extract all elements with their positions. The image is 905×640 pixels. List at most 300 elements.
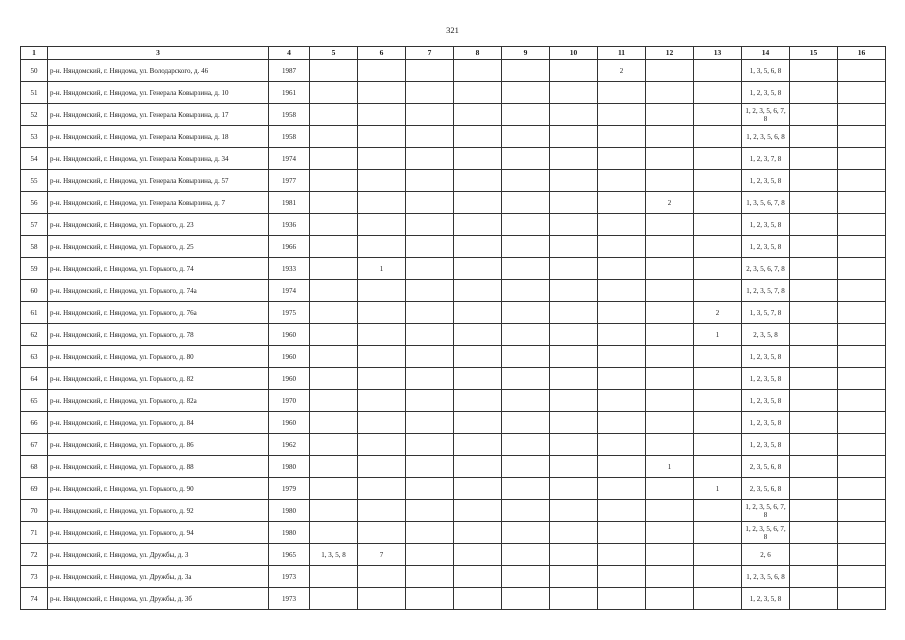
col-12-cell (646, 170, 694, 192)
col-7-cell (406, 434, 454, 456)
col-15-cell (790, 192, 838, 214)
col-13-cell (694, 588, 742, 610)
col-6-cell (358, 456, 406, 478)
table-body (21, 60, 886, 610)
col-14-cell: 1, 2, 3, 5, 8 (742, 236, 790, 258)
col-16-cell (838, 390, 886, 412)
table-row (21, 588, 886, 610)
col-7-cell (406, 346, 454, 368)
col-8-cell (454, 192, 502, 214)
col-11-cell (598, 126, 646, 148)
col-16-cell (838, 456, 886, 478)
table-row (21, 258, 886, 280)
col-16-cell (838, 522, 886, 544)
col-13-cell (694, 500, 742, 522)
col-12-cell (646, 302, 694, 324)
col-15-cell (790, 456, 838, 478)
col-6-cell (358, 478, 406, 500)
col-15-cell (790, 412, 838, 434)
table-row (21, 500, 886, 522)
col-11-cell (598, 544, 646, 566)
col-6-cell (358, 236, 406, 258)
row-number-cell: 53 (21, 126, 48, 148)
col-13-cell (694, 412, 742, 434)
col-6-cell (358, 302, 406, 324)
col-14-cell: 2, 3, 5, 6, 8 (742, 456, 790, 478)
year-cell: 1960 (269, 412, 310, 434)
year-cell: 1962 (269, 434, 310, 456)
col-12-cell: 1 (646, 456, 694, 478)
col-16-cell (838, 82, 886, 104)
row-number-cell: 55 (21, 170, 48, 192)
col-9-cell (502, 82, 550, 104)
col-6-cell (358, 280, 406, 302)
row-number-cell: 70 (21, 500, 48, 522)
address-cell: р-н. Няндомский, г. Няндома, ул. Дружбы, д. 3б (48, 588, 269, 610)
col-7-cell (406, 456, 454, 478)
year-cell: 1958 (269, 126, 310, 148)
col-8-cell (454, 588, 502, 610)
col-15-cell (790, 170, 838, 192)
column-header: 5 (310, 47, 358, 60)
col-13-cell (694, 192, 742, 214)
col-16-cell (838, 280, 886, 302)
col-14-cell: 1, 3, 5, 6, 8 (742, 60, 790, 82)
col-16-cell (838, 126, 886, 148)
address-cell: р-н. Няндомский, г. Няндома, ул. Горького, д. 84 (48, 412, 269, 434)
col-11-cell (598, 588, 646, 610)
col-12-cell (646, 82, 694, 104)
col-7-cell (406, 500, 454, 522)
address-cell: р-н. Няндомский, г. Няндома, ул. Горького, д. 23 (48, 214, 269, 236)
col-11-cell (598, 192, 646, 214)
col-14-cell: 1, 2, 3, 5, 6, 7, 8 (742, 500, 790, 522)
col-7-cell (406, 390, 454, 412)
col-15-cell (790, 500, 838, 522)
col-11-cell (598, 368, 646, 390)
col-11-cell (598, 390, 646, 412)
address-cell: р-н. Няндомский, г. Няндома, ул. Генерала Ковырзина, д. 57 (48, 170, 269, 192)
col-12-cell (646, 566, 694, 588)
address-cell: р-н. Няндомский, г. Няндома, ул. Володарского, д. 46 (48, 60, 269, 82)
col-13-cell (694, 368, 742, 390)
col-16-cell (838, 302, 886, 324)
col-10-cell (550, 478, 598, 500)
col-11-cell (598, 324, 646, 346)
row-number-cell: 61 (21, 302, 48, 324)
table-row (21, 214, 886, 236)
col-6-cell (358, 170, 406, 192)
col-12-cell (646, 236, 694, 258)
address-cell: р-н. Няндомский, г. Няндома, ул. Горького, д. 76а (48, 302, 269, 324)
col-14-cell: 1, 2, 3, 5, 8 (742, 170, 790, 192)
address-cell: р-н. Няндомский, г. Няндома, ул. Горького, д. 94 (48, 522, 269, 544)
col-12-cell (646, 544, 694, 566)
col-11-cell (598, 434, 646, 456)
col-5-cell (310, 324, 358, 346)
col-6-cell (358, 148, 406, 170)
col-6-cell (358, 82, 406, 104)
col-10-cell (550, 500, 598, 522)
col-16-cell (838, 434, 886, 456)
col-7-cell (406, 60, 454, 82)
col-7-cell (406, 566, 454, 588)
col-15-cell (790, 236, 838, 258)
col-10-cell (550, 346, 598, 368)
table-row (21, 280, 886, 302)
col-6-cell (358, 390, 406, 412)
col-9-cell (502, 302, 550, 324)
col-15-cell (790, 82, 838, 104)
col-5-cell (310, 522, 358, 544)
year-cell: 1960 (269, 368, 310, 390)
col-10-cell (550, 324, 598, 346)
col-9-cell (502, 478, 550, 500)
col-10-cell (550, 82, 598, 104)
row-number-cell: 51 (21, 82, 48, 104)
col-6-cell (358, 566, 406, 588)
year-cell: 1936 (269, 214, 310, 236)
col-15-cell (790, 214, 838, 236)
col-14-cell: 1, 2, 3, 5, 7, 8 (742, 280, 790, 302)
column-header: 10 (550, 47, 598, 60)
col-9-cell (502, 148, 550, 170)
table-row (21, 434, 886, 456)
col-9-cell (502, 346, 550, 368)
address-cell: р-н. Няндомский, г. Няндома, ул. Горького, д. 92 (48, 500, 269, 522)
col-9-cell (502, 170, 550, 192)
col-8-cell (454, 148, 502, 170)
col-8-cell (454, 126, 502, 148)
col-5-cell (310, 236, 358, 258)
col-11-cell (598, 104, 646, 126)
col-10-cell (550, 522, 598, 544)
col-12-cell (646, 126, 694, 148)
col-10-cell (550, 60, 598, 82)
address-cell: р-н. Няндомский, г. Няндома, ул. Горького, д. 82а (48, 390, 269, 412)
col-14-cell: 1, 2, 3, 5, 6, 8 (742, 566, 790, 588)
col-16-cell (838, 588, 886, 610)
year-cell: 1960 (269, 324, 310, 346)
col-6-cell (358, 500, 406, 522)
col-5-cell (310, 148, 358, 170)
table-row (21, 192, 886, 214)
row-number-cell: 57 (21, 214, 48, 236)
address-cell: р-н. Няндомский, г. Няндома, ул. Горького, д. 74 (48, 258, 269, 280)
year-cell: 1980 (269, 500, 310, 522)
col-9-cell (502, 280, 550, 302)
col-8-cell (454, 544, 502, 566)
col-14-cell: 1, 2, 3, 5, 8 (742, 390, 790, 412)
col-8-cell (454, 566, 502, 588)
col-8-cell (454, 324, 502, 346)
year-cell: 1966 (269, 236, 310, 258)
col-5-cell (310, 456, 358, 478)
address-cell: р-н. Няндомский, г. Няндома, ул. Горького, д. 80 (48, 346, 269, 368)
col-15-cell (790, 346, 838, 368)
column-header: 6 (358, 47, 406, 60)
table-row (21, 412, 886, 434)
col-5-cell (310, 368, 358, 390)
row-number-cell: 69 (21, 478, 48, 500)
column-header: 4 (269, 47, 310, 60)
col-13-cell (694, 236, 742, 258)
col-10-cell (550, 192, 598, 214)
col-10-cell (550, 456, 598, 478)
address-cell: р-н. Няндомский, г. Няндома, ул. Горького, д. 88 (48, 456, 269, 478)
col-8-cell (454, 368, 502, 390)
col-16-cell (838, 192, 886, 214)
col-5-cell (310, 214, 358, 236)
col-11-cell (598, 302, 646, 324)
row-number-cell: 54 (21, 148, 48, 170)
address-cell: р-н. Няндомский, г. Няндома, ул. Горького, д. 86 (48, 434, 269, 456)
col-9-cell (502, 214, 550, 236)
col-7-cell (406, 302, 454, 324)
col-6-cell (358, 104, 406, 126)
col-13-cell (694, 170, 742, 192)
row-number-cell: 63 (21, 346, 48, 368)
col-15-cell (790, 566, 838, 588)
col-6-cell: 1 (358, 258, 406, 280)
col-10-cell (550, 126, 598, 148)
col-14-cell: 1, 2, 3, 5, 6, 7, 8 (742, 522, 790, 544)
col-8-cell (454, 236, 502, 258)
year-cell: 1980 (269, 456, 310, 478)
column-header: 8 (454, 47, 502, 60)
col-11-cell (598, 236, 646, 258)
col-10-cell (550, 280, 598, 302)
col-10-cell (550, 302, 598, 324)
row-number-cell: 66 (21, 412, 48, 434)
col-5-cell (310, 390, 358, 412)
col-7-cell (406, 522, 454, 544)
col-13-cell (694, 60, 742, 82)
header-row (21, 47, 886, 60)
table-row (21, 522, 886, 544)
col-12-cell (646, 478, 694, 500)
col-5-cell (310, 192, 358, 214)
col-16-cell (838, 214, 886, 236)
col-8-cell (454, 456, 502, 478)
col-9-cell (502, 434, 550, 456)
column-header: 15 (790, 47, 838, 60)
col-13-cell (694, 522, 742, 544)
col-6-cell (358, 412, 406, 434)
col-9-cell (502, 500, 550, 522)
col-7-cell (406, 368, 454, 390)
col-6-cell (358, 60, 406, 82)
col-13-cell: 2 (694, 302, 742, 324)
col-16-cell (838, 346, 886, 368)
year-cell: 1981 (269, 192, 310, 214)
col-13-cell (694, 214, 742, 236)
column-header: 14 (742, 47, 790, 60)
col-14-cell: 1, 2, 3, 5, 8 (742, 368, 790, 390)
col-12-cell (646, 588, 694, 610)
col-8-cell (454, 214, 502, 236)
row-number-cell: 67 (21, 434, 48, 456)
col-10-cell (550, 544, 598, 566)
col-10-cell (550, 170, 598, 192)
col-14-cell: 1, 2, 3, 7, 8 (742, 148, 790, 170)
col-15-cell (790, 148, 838, 170)
column-header: 16 (838, 47, 886, 60)
col-11-cell (598, 346, 646, 368)
col-7-cell (406, 588, 454, 610)
col-12-cell (646, 60, 694, 82)
col-6-cell (358, 346, 406, 368)
col-11-cell (598, 280, 646, 302)
column-header: 9 (502, 47, 550, 60)
col-11-cell (598, 148, 646, 170)
year-cell: 1973 (269, 566, 310, 588)
housing-register-table (20, 46, 886, 610)
col-7-cell (406, 104, 454, 126)
col-7-cell (406, 280, 454, 302)
col-9-cell (502, 390, 550, 412)
table-row (21, 456, 886, 478)
col-16-cell (838, 148, 886, 170)
col-12-cell (646, 346, 694, 368)
col-7-cell (406, 478, 454, 500)
col-12-cell (646, 148, 694, 170)
col-11-cell: 2 (598, 60, 646, 82)
col-12-cell (646, 258, 694, 280)
year-cell: 1979 (269, 478, 310, 500)
col-6-cell (358, 368, 406, 390)
col-14-cell: 2, 3, 5, 8 (742, 324, 790, 346)
col-7-cell (406, 126, 454, 148)
col-12-cell (646, 390, 694, 412)
col-13-cell (694, 126, 742, 148)
col-14-cell: 2, 6 (742, 544, 790, 566)
col-5-cell (310, 434, 358, 456)
address-cell: р-н. Няндомский, г. Няндома, ул. Горького, д. 82 (48, 368, 269, 390)
col-7-cell (406, 236, 454, 258)
col-13-cell: 1 (694, 324, 742, 346)
col-10-cell (550, 588, 598, 610)
col-15-cell (790, 126, 838, 148)
col-11-cell (598, 258, 646, 280)
col-11-cell (598, 522, 646, 544)
table-row (21, 82, 886, 104)
table-row (21, 170, 886, 192)
col-6-cell (358, 522, 406, 544)
col-14-cell: 1, 3, 5, 7, 8 (742, 302, 790, 324)
address-cell: р-н. Няндомский, г. Няндома, ул. Генерала Ковырзина, д. 7 (48, 192, 269, 214)
col-13-cell (694, 148, 742, 170)
column-header: 1 (21, 47, 48, 60)
year-cell: 1977 (269, 170, 310, 192)
year-cell: 1975 (269, 302, 310, 324)
col-10-cell (550, 434, 598, 456)
col-12-cell (646, 324, 694, 346)
table-row (21, 566, 886, 588)
table-row (21, 236, 886, 258)
col-6-cell (358, 214, 406, 236)
table-row (21, 390, 886, 412)
col-9-cell (502, 236, 550, 258)
col-16-cell (838, 412, 886, 434)
col-5-cell (310, 566, 358, 588)
col-8-cell (454, 346, 502, 368)
col-8-cell (454, 390, 502, 412)
col-9-cell (502, 544, 550, 566)
col-15-cell (790, 280, 838, 302)
col-5-cell (310, 280, 358, 302)
col-12-cell (646, 412, 694, 434)
col-15-cell (790, 60, 838, 82)
row-number-cell: 60 (21, 280, 48, 302)
address-cell: р-н. Няндомский, г. Няндома, ул. Генерала Ковырзина, д. 17 (48, 104, 269, 126)
address-cell: р-н. Няндомский, г. Няндома, ул. Горького, д. 25 (48, 236, 269, 258)
col-14-cell: 2, 3, 5, 6, 8 (742, 478, 790, 500)
col-15-cell (790, 390, 838, 412)
table-row (21, 346, 886, 368)
col-5-cell: 1, 3, 5, 8 (310, 544, 358, 566)
col-12-cell (646, 214, 694, 236)
row-number-cell: 64 (21, 368, 48, 390)
col-15-cell (790, 522, 838, 544)
col-12-cell: 2 (646, 192, 694, 214)
col-15-cell (790, 368, 838, 390)
row-number-cell: 56 (21, 192, 48, 214)
col-7-cell (406, 412, 454, 434)
col-16-cell (838, 566, 886, 588)
col-14-cell: 1, 2, 3, 5, 6, 7, 8 (742, 104, 790, 126)
col-7-cell (406, 82, 454, 104)
col-8-cell (454, 412, 502, 434)
page-number: 321 (446, 25, 459, 35)
col-13-cell (694, 456, 742, 478)
col-16-cell (838, 60, 886, 82)
col-10-cell (550, 390, 598, 412)
col-9-cell (502, 60, 550, 82)
col-16-cell (838, 478, 886, 500)
table-row (21, 148, 886, 170)
col-11-cell (598, 500, 646, 522)
column-header: 12 (646, 47, 694, 60)
table-row (21, 544, 886, 566)
col-8-cell (454, 104, 502, 126)
col-12-cell (646, 500, 694, 522)
col-15-cell (790, 434, 838, 456)
col-5-cell (310, 302, 358, 324)
year-cell: 1974 (269, 148, 310, 170)
col-5-cell (310, 60, 358, 82)
col-16-cell (838, 500, 886, 522)
col-10-cell (550, 258, 598, 280)
year-cell: 1974 (269, 280, 310, 302)
col-11-cell (598, 412, 646, 434)
col-7-cell (406, 192, 454, 214)
col-8-cell (454, 500, 502, 522)
col-15-cell (790, 104, 838, 126)
address-cell: р-н. Няндомский, г. Няндома, ул. Генерала Ковырзина, д. 18 (48, 126, 269, 148)
col-9-cell (502, 258, 550, 280)
col-7-cell (406, 148, 454, 170)
row-number-cell: 58 (21, 236, 48, 258)
col-5-cell (310, 588, 358, 610)
row-number-cell: 59 (21, 258, 48, 280)
col-8-cell (454, 170, 502, 192)
col-5-cell (310, 170, 358, 192)
col-9-cell (502, 588, 550, 610)
address-cell: р-н. Няндомский, г. Няндома, ул. Горького, д. 90 (48, 478, 269, 500)
col-8-cell (454, 60, 502, 82)
col-10-cell (550, 566, 598, 588)
